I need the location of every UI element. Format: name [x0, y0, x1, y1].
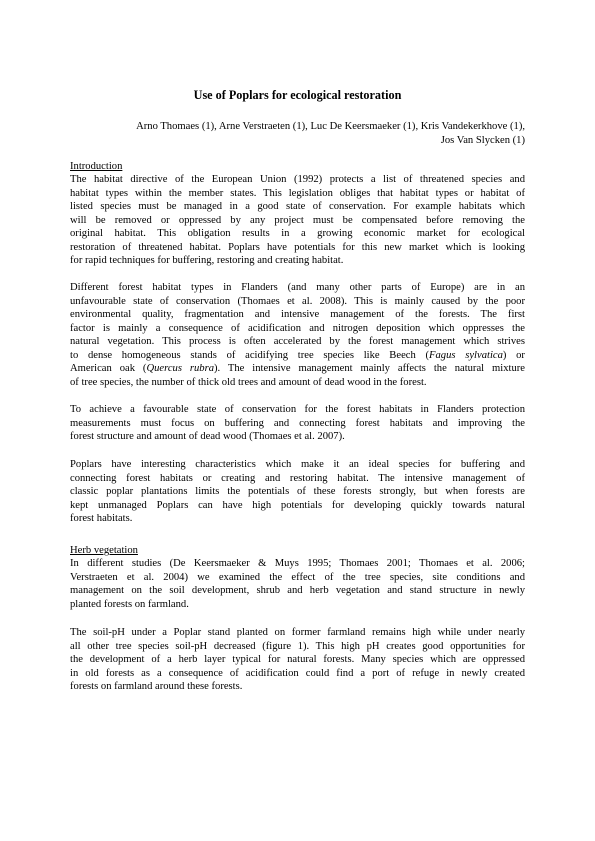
text-line: the development of a herb layer typical for natural forests. Many species which are oppressed	[70, 654, 525, 665]
text-line: all other tree species soil-pH decreased (figure 1). This high pH creates good opportunities for	[70, 640, 525, 652]
text-line: Verstraeten et al. 2004) we examined the effect of the tree species, site conditions and	[70, 571, 525, 583]
text-line: of tree species, the number of thick old trees and amount of dead wood in the forest.	[70, 376, 427, 388]
text-line: natural vegetation. This process is often accelerated by the forest management which strives	[70, 336, 525, 347]
text-run: American oak (	[70, 363, 147, 374]
text-line: Different forest habitat types in Flanders (and many other parts of Europe) are in an	[70, 282, 525, 293]
section-heading-introduction: Introduction	[70, 161, 123, 172]
paragraph	[70, 403, 525, 444]
text-line: environmental quality, fragmentation and intensive management of the forests. The first	[70, 309, 525, 320]
paragraph	[70, 626, 525, 694]
author-line: Jos Van Slycken (1)	[440, 134, 525, 146]
text-line: kept unmanaged Poplars can have high potentials for developing quickly towards natural	[70, 499, 525, 511]
text-line: restoration of threatened habitat. Poplars have potentials for this new market which is looking	[70, 241, 525, 253]
text-line: The habitat directive of the European Union (1992) protects a list of threatened species and	[70, 174, 525, 185]
paragraph	[70, 458, 525, 526]
text-line: original habitat. This obligation results in a growing economic market for ecological	[70, 228, 525, 239]
text-line: forest structure and amount of dead wood (Thomaes et al. 2007).	[70, 431, 345, 442]
paragraph	[70, 557, 525, 611]
text-line: In different studies (De Keersmaeker & Muys 1995; Thomaes 2001; Thomaes et al. 2006;	[70, 558, 525, 569]
text-line: factor is mainly a consequence of acidification and nitrogen deposition which oppresses the	[70, 322, 525, 334]
text-line: The soil-pH under a Poplar stand planted on former farmland remains high while under nearly	[70, 627, 525, 638]
text-line: connecting forest habitats or creating and restoring habitat. The intensive management of	[70, 472, 525, 484]
text-line: unfavourable state of conservation (Thomaes et al. 2008). This is mainly caused by the poor	[70, 295, 525, 307]
paragraph	[70, 173, 525, 268]
author-line: Arno Thomaes (1), Arne Verstraeten (1), Luc De Keersmaeker (1), Kris Vandekerkhove (1),	[136, 121, 525, 132]
text-line: classic poplar plantations limits the potentials of these forests strongly, but when forests are	[70, 486, 525, 497]
text-run: to dense homogeneous stands of acidifying tree species like Beech (	[70, 349, 430, 361]
text-line: To achieve a favourable state of conservation for the forest habitats in Flanders protection	[70, 404, 525, 415]
text-line: habitat types within the member states. This legislation obliges that habitat types or habitat of	[70, 187, 525, 199]
text-line: planted forests on farmland.	[70, 598, 189, 610]
text-line	[70, 362, 525, 376]
paragraph	[70, 281, 525, 389]
text-line: management on the soil development, shrub and herb vegetation and stand structure in newly	[70, 585, 525, 596]
text-line: listed species must be managed in a good state of conservation. For example habitats which	[70, 201, 525, 212]
section-heading-herb-vegetation: Herb vegetation	[70, 545, 138, 556]
text-line	[70, 349, 525, 363]
species-name-italic: Fagus sylvatica	[429, 349, 503, 361]
text-line: will be removed or oppressed by any project must be compensated before removing the	[70, 214, 525, 226]
species-name-italic: Quercus rubra	[146, 363, 214, 374]
text-line: Poplars have interesting characteristics which make it an ideal species for buffering and	[70, 459, 525, 470]
text-line: forests on farmland around these forests.	[70, 681, 243, 692]
text-line: in old forests as a consequence of acidification could find a port of refuge in newly created	[70, 667, 525, 679]
author-list	[70, 120, 525, 147]
text-line: forest habitats.	[70, 513, 133, 524]
text-run: ). The intensive management mainly affects the natural mixture	[214, 363, 525, 374]
paper-title: Use of Poplars for ecological restoration	[193, 88, 402, 102]
text-line: measurements must focus on buffering and connecting forest habitats and improving the	[70, 417, 525, 429]
text-line: for rapid techniques for buffering, restoring and creating habitat.	[70, 255, 344, 266]
text-run: ) or	[502, 349, 525, 361]
